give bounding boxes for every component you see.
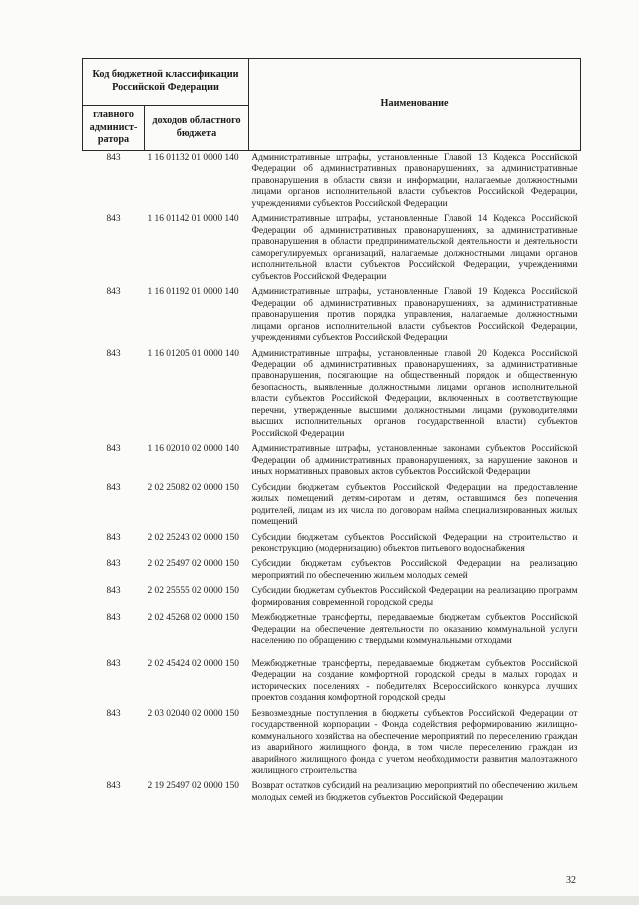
row-name: Межбюджетные трансферты, передаваемые бюджетам субъектов Российской Федерации на обеспечение деятельности по оказанию коммунальной услуги населению по обращению с твердыми коммунальными отходами [251, 613, 578, 647]
row-admin-code: 843 [106, 658, 121, 669]
row-admin-code: 843 [106, 444, 121, 455]
row-income-code: 2 19 25497 02 0000 150 [147, 781, 239, 792]
row-name: Субсидии бюджетам субъектов Российской Федерации на строительство и реконструкцию (модернизацию) объектов питьевого водоснабжения [251, 532, 578, 554]
row-admin-code: 843 [106, 559, 121, 570]
row-admin-code: 843 [106, 348, 121, 359]
row-name: Административные штрафы, установленные Главой 13 Кодекса Российской Федерации об административных правонарушениях, за административные правонарушения в области связи и информации, налагаемые должностными лицами органов исполнительной власти субъектов Российской Федерации, учреждениями субъектов Российской Федерации [251, 153, 578, 209]
row-income-code: 1 16 01142 01 0000 140 [147, 214, 239, 225]
row-name: Административные штрафы, установленные Главой 14 Кодекса Российской Федерации об административных правонарушениях, за административные правонарушения в области предпринимательской деятельности и деятельности саморегулируемых организаций, налагаемые должностными лицами органов исполнительной власти субъектов Российской Федерации, учреждениями субъектов Российской Федерации [251, 214, 578, 282]
table-header [83, 59, 581, 151]
table-row [83, 531, 581, 558]
page-number: 32 [566, 875, 576, 886]
row-admin-code: 843 [106, 482, 121, 493]
table-row [83, 611, 581, 656]
row-income-code: 1 16 01132 01 0000 140 [147, 153, 239, 163]
row-admin-code: 843 [106, 586, 121, 597]
header-income: доходов областного бюджета [145, 106, 249, 151]
table-row [83, 151, 581, 213]
row-income-code: 2 02 45424 02 0000 150 [147, 658, 239, 669]
row-name: Субсидии бюджетам субъектов Российской Федерации на реализацию программ формирования современной городской среды [251, 586, 578, 608]
row-name: Административные штрафы, установленные Главой 19 Кодекса Российской Федерации об административных правонарушениях, за административные правонарушения против порядка управления, налагаемые должностными лицами органов исполнительной власти субъектов Российской Федерации, учреждениями субъектов Российской Федерации [251, 287, 578, 344]
row-income-code: 1 16 01205 01 0000 140 [147, 348, 239, 359]
header-name: Наименование [249, 59, 581, 151]
row-income-code: 1 16 02010 02 0000 140 [147, 444, 239, 455]
table-row [83, 285, 581, 346]
header-admin: главного админист-ратора [83, 106, 145, 151]
table-row [83, 657, 581, 707]
row-admin-code: 843 [106, 708, 121, 719]
row-income-code: 2 02 25497 02 0000 150 [147, 559, 239, 570]
table-row [83, 481, 581, 531]
table-row [83, 442, 581, 480]
table-row [83, 557, 581, 584]
row-name: Возврат остатков субсидий на реализацию мероприятий по обеспечению жильем молодых семей из бюджетов субъектов Российской Федерации [251, 781, 578, 803]
table-row [83, 347, 581, 443]
table-row [83, 584, 581, 611]
row-admin-code: 843 [106, 287, 121, 298]
scan-edge [0, 896, 639, 905]
row-admin-code: 843 [106, 532, 121, 543]
row-income-code: 2 03 02040 02 0000 150 [147, 708, 239, 719]
table-row [83, 212, 581, 285]
row-admin-code: 843 [106, 613, 121, 624]
row-admin-code: 843 [106, 781, 121, 792]
row-name: Субсидии бюджетам субъектов Российской Федерации на реализацию мероприятий по обеспечению жильем молодых семей [251, 559, 578, 581]
row-income-code: 2 02 25555 02 0000 150 [147, 586, 239, 597]
row-name: Межбюджетные трансферты, передаваемые бюджетам субъектов Российской Федерации на создание комфортной городской среды в малых городах и исторических поселениях - победителях Всероссийского конкурса лучших проектов создания комфортной городской среды [251, 658, 578, 704]
row-admin-code: 843 [106, 214, 121, 225]
row-admin-code: 843 [106, 153, 121, 163]
row-name: Административные штрафы, установленные главой 20 Кодекса Российской Федерации об административных правонарушениях, за административные правонарушения, посягающие на общественный порядок и общественную безопасность, выявленные должностными лицами органов исполнительной власти субъектов Российской Федерации, включенных в соответствующие перечни, утвержденные высшими должностными лицами (руководителями высших исполнительных органов государственной власти) субъектов Российской Федерации [251, 348, 578, 439]
row-name: Безвозмездные поступления в бюджеты субъектов Российской Федерации от государственной корпорации - Фонда содействия реформированию жилищно-коммунального хозяйства на обеспечение мероприятий по переселению граждан из аварийного жилищного фонда, в том числе переселению граждан из аварийного жилищного фонда с учетом необходимости развития малоэтажного жилищного строительства [251, 708, 578, 776]
row-name: Административные штрафы, установленные законами субъектов Российской Федерации об административных правонарушениях, за нарушение законов и иных нормативных правовых актов субъектов Российской Федерации [251, 444, 578, 478]
table-body [83, 151, 581, 807]
row-income-code: 2 02 45268 02 0000 150 [147, 613, 239, 624]
row-name: Субсидии бюджетам субъектов Российской Федерации на предоставление жилых помещений детям-сиротам и детям, оставшимся без попечения родителей, лицам из их числа по договорам найма специализированных жилых помещений [251, 482, 578, 528]
row-income-code: 1 16 01192 01 0000 140 [147, 287, 239, 298]
row-income-code: 2 02 25082 02 0000 150 [147, 482, 239, 493]
header-group-label: Код бюджетной классификации Российской Федерации [83, 59, 249, 106]
table-row [83, 707, 581, 780]
budget-classification-table [82, 58, 581, 806]
table-row [83, 779, 581, 806]
row-income-code: 2 02 25243 02 0000 150 [147, 532, 239, 543]
